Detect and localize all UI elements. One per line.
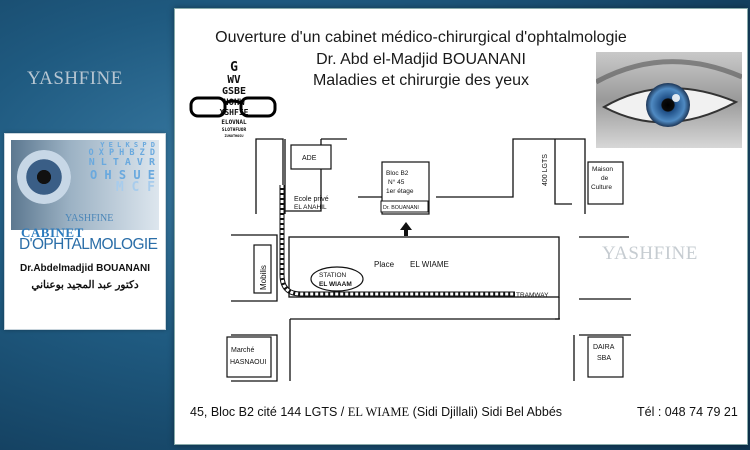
card-chart-line: Y E L K S P D — [100, 141, 155, 149]
card-title-cabinet: CABINET — [21, 225, 84, 240]
card-title-ophtalmologie: D'OPHTALMOLOGIE — [19, 236, 158, 253]
address-city: (Sidi Djillali) Sidi Bel Abbés — [412, 405, 563, 419]
card-chart-line: N L T A V R — [88, 157, 155, 169]
card-eye-chart — [65, 142, 155, 195]
location-map — [175, 9, 747, 444]
card-eye-icon — [17, 150, 71, 204]
phone-number: Tél : 048 74 79 21 — [637, 405, 738, 419]
marche-building — [227, 337, 271, 377]
eye-chart-row: SLOTHFUOR — [221, 128, 247, 133]
mobilis-label: Mobilis — [259, 265, 268, 290]
address — [190, 405, 562, 420]
eye-chart-row: ZUNOTHOSU — [224, 134, 244, 138]
watermark-left: YASHFINE — [27, 68, 123, 89]
road-outline — [256, 139, 283, 214]
bloc-number: N° 45 — [388, 179, 405, 186]
marche-label: Marché — [231, 347, 255, 354]
lgts-label: 400 LGTS — [542, 154, 549, 186]
maison-label: Maison — [592, 166, 613, 173]
station-label: STATION — [319, 272, 347, 279]
eye-chart-row: ELOVNAL — [221, 119, 247, 126]
daira-name-label: SBA — [597, 355, 612, 362]
announcement-panel — [174, 8, 748, 445]
marche-name-label: HASNAOUI — [230, 359, 267, 366]
card-chart-line: O X P H B Z D — [88, 148, 155, 159]
station-name-label: EL WIAAM — [319, 281, 352, 288]
specialty-title: Maladies et chirurgie des yeux — [312, 72, 530, 89]
card-doctor-name-arabic: دكتور عبد المجيد بوعناني — [31, 279, 139, 291]
ecole-name-label: EL ANAHIL — [294, 204, 327, 211]
maison-de-label: de — [601, 175, 609, 182]
bloc-floor: 1er étage — [386, 188, 414, 195]
cabinet-card — [4, 133, 166, 330]
eye-chart-row: XSHFIE — [219, 108, 249, 117]
card-doctor-name: Dr.Abdelmadjid BOUANANI — [19, 263, 150, 274]
eye-chart-row: GSBE — [221, 86, 247, 97]
el-wiame-label: EL WIAME — [410, 260, 449, 269]
place-label: Place — [374, 260, 395, 269]
eye-chart-row: G — [230, 60, 238, 75]
card-chart-line: M C F — [115, 180, 155, 196]
eye-chart-row: NOHW — [223, 98, 245, 108]
ade-label: ADE — [302, 155, 317, 162]
watermark-right: YASHFINE — [602, 243, 698, 264]
card-watermark: YASHFINE — [65, 213, 114, 224]
doctor-office-label: Dr. BOUANANI — [383, 205, 419, 211]
daira-label: DAIRA — [593, 344, 615, 351]
ecole-label: Ecole privé — [294, 196, 329, 203]
arrow-up-icon — [400, 222, 412, 236]
address-street: 45, Bloc B2 cité 144 LGTS / — [190, 405, 345, 419]
maison-culture-label: Culture — [591, 184, 612, 191]
bloc-label: Bloc B2 — [386, 170, 409, 177]
card-chart-line: O H S U E — [89, 167, 155, 182]
tramway-label: TRAMWAY — [516, 292, 549, 299]
opening-title: Ouverture d'un cabinet médico-chirurgical d'ophtalmologie — [215, 29, 627, 46]
address-place: EL WIAME — [347, 405, 410, 419]
doctor-title: Dr. Abd el-Madjid BOUANANI — [316, 51, 526, 68]
eye-chart-row: WV — [227, 73, 241, 86]
